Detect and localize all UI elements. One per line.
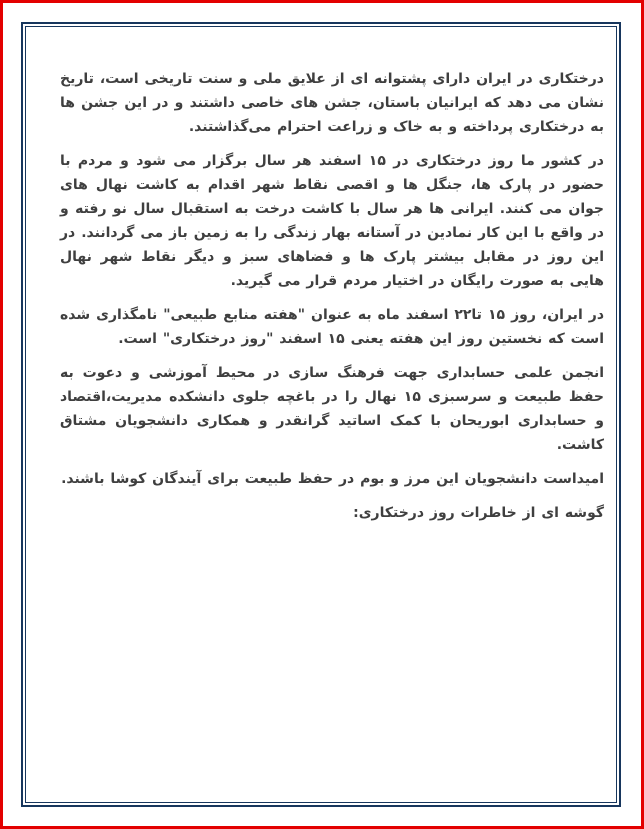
double-frame-outer: [21, 22, 621, 807]
document-content: [26, 27, 616, 802]
double-frame-inner: [25, 26, 617, 803]
paragraph-history-intro: درختکاری در ایران دارای پشتوانه ای از علایق ملی و سنت تاریخی است، تاریخ نشان می دهد که ایرانیان باستان، جشن های خاصی داشتند و در این جشن ها به درختکاری پرداخته و به خاک و زراعت احترام می‌گذاشتند.: [60, 71, 604, 135]
paragraph-natural-resources-week: در ایران، روز ۱۵ تا۲۲ اسفند ماه به عنوان "هفته منابع طبیعی" نامگذاری شده است که نخستین روز این هفته یعنی ۱۵ اسفند "روز درختکاری" است.: [60, 307, 605, 347]
paragraph-accounting-association: انجمن علمی حسابداری جهت فرهنگ سازی در محیط آموزشی و دعوت به حفظ طبیعت و سرسبزی ۱۵ نهال را در باغچه جلوی دانشکده مدیریت،اقتصاد و حسابداری ابوریحان با کمک اساتید گرانقدر و همکاری دانشجویان مشتاق کاشت.: [60, 365, 604, 453]
paragraph-memories-caption: گوشه ای از خاطرات روز درختکاری:: [353, 505, 604, 521]
paragraph-tree-planting-day: در کشور ما روز درختکاری در ۱۵ اسفند هر سال برگزار می شود و مردم با حضور در پارک ها، جنگل ها و اقصی نقاط شهر اقدام به کاشت نهال های جوان می کنند. ایرانی ها هر سال با کاشت درخت به استقبال سال نو رفته و در واقع با این کار نمادین در آستانه بهار زندگی را به زمین باز می گردانند. در این روز در مقابل بیشتر پارک ها و فضاهای سبز و دیگر نقاط شهر نهال هایی به صورت رایگان در اختیار مردم قرار می گیرید.: [60, 153, 604, 289]
paragraph-hope-statement: امیداست دانشجویان این مرز و بوم در حفظ طبیعت برای آیندگان کوشا باشند.: [61, 471, 604, 487]
